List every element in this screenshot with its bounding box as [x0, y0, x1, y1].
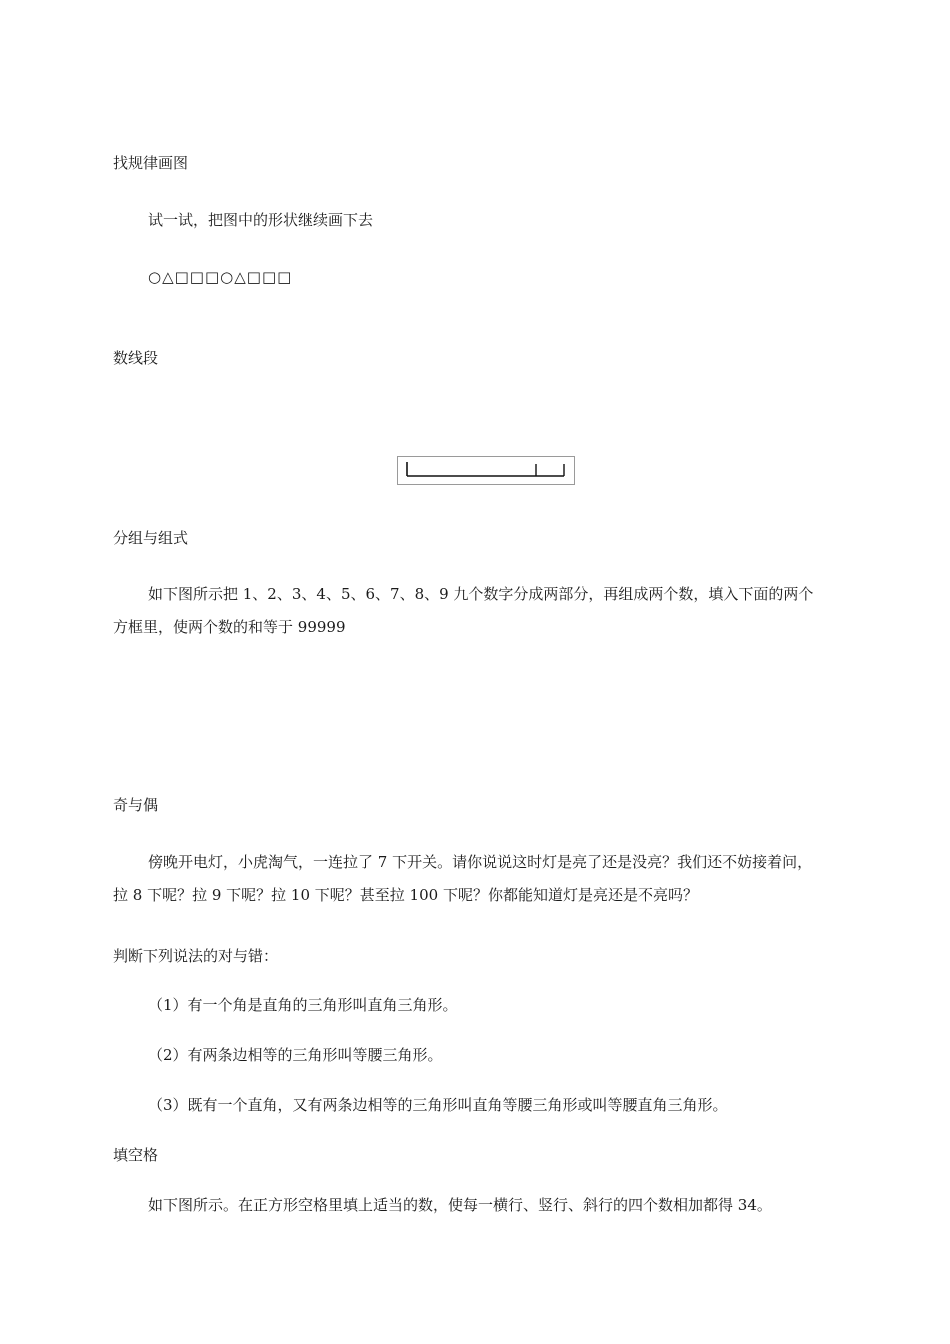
fill-instruction: 如下图所示。在正方形空格里填上适当的数，使每一横行、竖行、斜行的四个数相加都得 34。 — [148, 1196, 772, 1214]
pattern-heading: 找规律画图 — [113, 154, 189, 172]
judge-heading: 判断下列说法的对与错： — [113, 947, 279, 965]
line-segment-figure — [397, 456, 575, 485]
odd-even-paragraph — [113, 846, 865, 912]
grouping-heading: 分组与组式 — [113, 529, 189, 547]
judge-item-3: （3）既有一个直角，又有两条边相等的三角形叫直角等腰三角形或叫等腰直角三角形。 — [148, 1096, 728, 1114]
pattern-instruction: 试一试，把图中的形状继续画下去 — [148, 211, 374, 229]
judge-item-2: （2）有两条边相等的三角形叫等腰三角形。 — [148, 1046, 443, 1064]
segments-heading: 数线段 — [113, 349, 159, 367]
line-segment-drawing — [398, 457, 576, 486]
grouping-line-1: 如下图所示把 1、2、3、4、5、6、7、8、9 九个数字分成两部分，再组成两个数，填入下面的两个 — [148, 585, 814, 603]
grouping-line-2: 方框里，使两个数的和等于 99999 — [113, 618, 346, 636]
grouping-paragraph — [113, 578, 865, 644]
fill-heading: 填空格 — [113, 1146, 159, 1164]
odd-even-heading: 奇与偶 — [113, 796, 159, 814]
odd-even-line-1: 傍晚开电灯，小虎淘气，一连拉了 7 下开关。请你说说这时灯是亮了还是没亮？我们还不妨接着问， — [148, 853, 813, 871]
judge-item-1: （1）有一个角是直角的三角形叫直角三角形。 — [148, 996, 458, 1014]
odd-even-line-2: 拉 8 下呢？拉 9 下呢？拉 10 下呢？甚至拉 100 下呢？你都能知道灯是亮还是不亮吗？ — [113, 886, 698, 904]
pattern-shapes: ○△□□□○△□□□ — [148, 268, 293, 286]
